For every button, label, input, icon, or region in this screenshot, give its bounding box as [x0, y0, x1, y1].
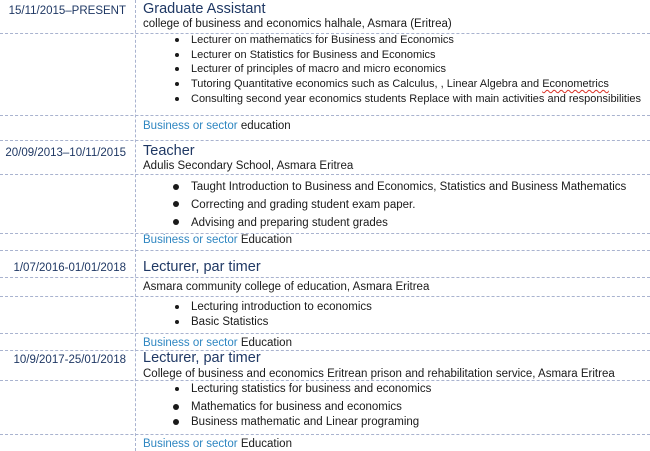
entry-organization: Asmara community college of education, Asmara Eritrea: [143, 281, 430, 293]
sector-line: [143, 437, 292, 451]
row-divider: [0, 174, 650, 175]
sector-label: Business or sector: [143, 438, 238, 450]
sector-value: education: [240, 120, 291, 132]
duty-item: Lecturer on Statistics for Business and Economics: [191, 49, 436, 61]
row-divider: [0, 333, 650, 334]
duty-item: Tutoring Quantitative economics such as Calculus, , Linear Algebra and Econometrics: [191, 78, 609, 90]
sector-value: Education: [240, 234, 292, 246]
entry-date: 10/9/2017-25/01/2018: [13, 354, 126, 366]
duty-item: Advising and preparing student grades: [191, 217, 388, 229]
bullet-icon: [175, 387, 179, 391]
bullet-icon: [175, 82, 179, 86]
bullet-icon: [173, 419, 179, 425]
bullet-icon: [175, 67, 179, 71]
entry-date: 1/07/2016-01/01/2018: [13, 262, 126, 274]
bullet-icon: [173, 184, 179, 190]
bullet-icon: [175, 305, 179, 309]
sector-value: Education: [240, 438, 292, 450]
row-divider: [0, 233, 650, 234]
entry-title: Graduate Assistant: [143, 1, 266, 17]
sector-label: Business or sector: [143, 234, 238, 246]
bullet-icon: [173, 201, 179, 207]
bullet-icon: [175, 38, 179, 42]
sector-label: Business or sector: [143, 337, 238, 349]
sector-value: Education: [240, 337, 292, 349]
entry-organization: college of business and economics halhale, Asmara (Eritrea): [143, 18, 452, 30]
entry-date: 20/09/2013–10/11/2015: [5, 147, 126, 159]
spellcheck-word: Econometrics: [542, 78, 609, 90]
row-divider: [0, 140, 650, 141]
entry-organization: Adulis Secondary School, Asmara Eritrea: [143, 160, 354, 172]
entry-title: Teacher: [143, 143, 195, 159]
row-divider: [0, 115, 650, 116]
duty-item: Mathematics for business and economics: [191, 401, 402, 413]
duty-item: Lecturer of principles of macro and micro economics: [191, 63, 446, 75]
row-divider: [0, 296, 650, 297]
duty-item: Lecturer on mathematics for Business and Economics: [191, 34, 454, 46]
row-divider: [0, 277, 650, 278]
entry-date: 15/11/2015–PRESENT: [8, 5, 126, 17]
entry-title: Lecturer, par timer: [143, 259, 261, 275]
duty-item: Basic Statistics: [191, 316, 269, 328]
row-divider: [0, 350, 650, 351]
bullet-icon: [173, 219, 179, 225]
sector-line: [143, 336, 292, 350]
duty-item: Business mathematic and Linear programing: [191, 416, 420, 428]
duty-item: Correcting and grading student exam paper.: [191, 199, 416, 211]
column-divider: [135, 0, 136, 451]
bullet-icon: [175, 97, 179, 101]
entry-title: Lecturer, par timer: [143, 350, 261, 366]
sector-line: [143, 233, 292, 247]
bullet-icon: [173, 404, 179, 410]
duty-item: Lecturing statistics for business and economics: [191, 383, 432, 395]
entry-organization: College of business and economics Eritrean prison and rehabilitation service, Asmara Eritrea: [143, 368, 615, 380]
row-divider: [0, 250, 650, 251]
sector-line: [143, 119, 291, 133]
bullet-icon: [175, 320, 179, 324]
bullet-icon: [175, 53, 179, 57]
duty-item: Consulting second year economics students Replace with main activities and responsibilities: [191, 93, 642, 105]
row-divider: [0, 434, 650, 435]
duty-item: Lecturing introduction to economics: [191, 301, 372, 313]
sector-label: Business or sector: [143, 120, 238, 132]
duty-item: Taught Introduction to Business and Economics, Statistics and Business Mathematics: [191, 181, 627, 193]
